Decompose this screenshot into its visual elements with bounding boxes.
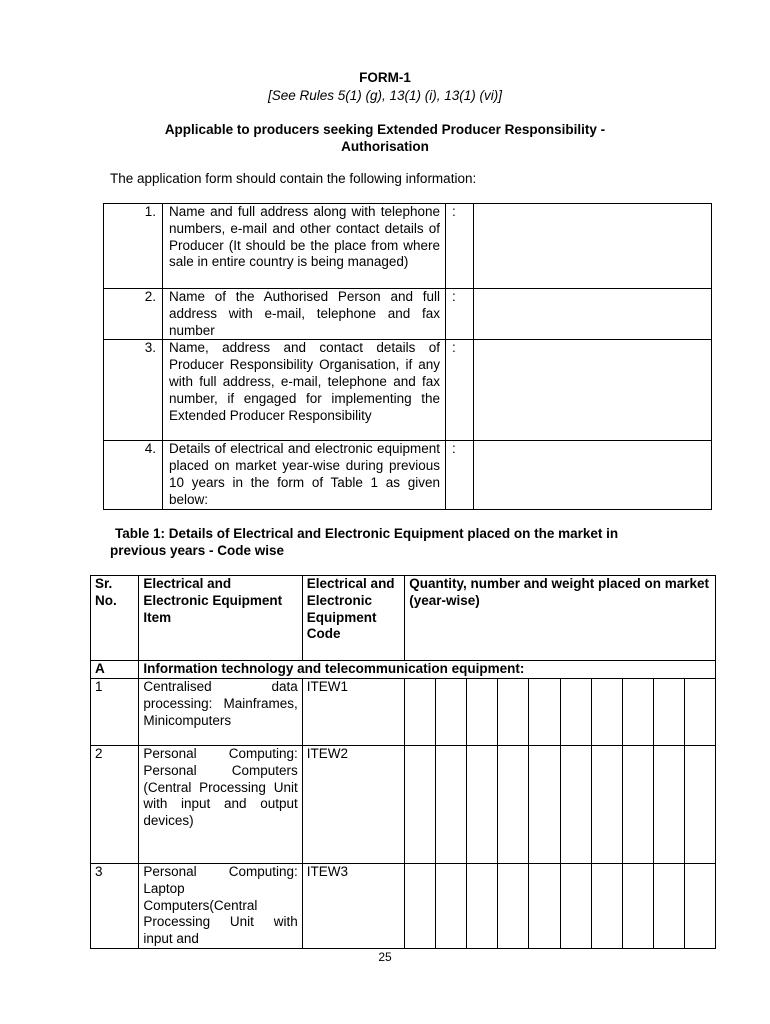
form-heading	[0, 121, 770, 155]
row-equipment-item: Centralised data processing: Mainframes, Minicomputers	[139, 679, 302, 746]
info-row	[104, 289, 712, 340]
quantity-cell[interactable]	[653, 746, 684, 864]
table1-title-line-2: previous years - Code wise	[110, 543, 285, 558]
info-row-colon: :	[446, 441, 474, 509]
table-row	[91, 864, 716, 949]
info-row-text: Name, address and contact details of Producer Responsibility Organisation, if any with full address, e-mail, telephone and fax number, if engaged for implementing the Extended Producer Responsibility	[163, 340, 446, 441]
info-row-colon: :	[446, 204, 474, 289]
quantity-cell[interactable]	[405, 864, 436, 949]
header-sr-no: Sr. No.	[91, 576, 139, 661]
quantity-cell[interactable]	[498, 864, 529, 949]
quantity-cell[interactable]	[591, 746, 622, 864]
quantity-cell[interactable]	[653, 679, 684, 746]
quantity-cell[interactable]	[684, 864, 715, 949]
info-row-text: Name and full address along with telephone numbers, e-mail and other contact details of Producer (It should be the place from where sale in entire country is being managed)	[163, 204, 446, 289]
info-row	[104, 204, 712, 289]
quantity-cell[interactable]	[467, 864, 498, 949]
quantity-cell[interactable]	[622, 864, 653, 949]
info-row-number: 1.	[104, 204, 163, 289]
equipment-table	[90, 575, 716, 949]
info-row-number: 2.	[104, 289, 163, 340]
row-equipment-item: Personal Computing: Laptop Computers(Central Processing Unit with input and	[139, 864, 302, 949]
quantity-cell[interactable]	[560, 679, 591, 746]
quantity-cell[interactable]	[591, 864, 622, 949]
rules-reference: [See Rules 5(1) (g), 13(1) (i), 13(1) (vi)]	[267, 88, 503, 103]
section-row	[91, 661, 716, 679]
info-row-number: 3.	[104, 340, 163, 441]
table-header-row	[91, 576, 716, 661]
quantity-cell[interactable]	[467, 746, 498, 864]
quantity-cell[interactable]	[684, 746, 715, 864]
quantity-cell[interactable]	[560, 864, 591, 949]
quantity-cell[interactable]	[436, 864, 467, 949]
table-row	[91, 679, 716, 746]
table1-title	[110, 525, 710, 559]
quantity-cell[interactable]	[436, 746, 467, 864]
info-row	[104, 340, 712, 441]
info-row-number: 4.	[104, 441, 163, 509]
quantity-cell[interactable]	[591, 679, 622, 746]
info-row-value[interactable]	[474, 289, 712, 340]
quantity-cell[interactable]	[653, 864, 684, 949]
section-label: Information technology and telecommunication equipment:	[139, 661, 716, 679]
quantity-cell[interactable]	[405, 679, 436, 746]
info-row-colon: :	[446, 340, 474, 441]
form-title: FORM-1	[359, 70, 411, 85]
quantity-cell[interactable]	[529, 746, 560, 864]
row-sr-no: 1	[91, 679, 139, 746]
quantity-cell[interactable]	[560, 746, 591, 864]
quantity-cell[interactable]	[405, 746, 436, 864]
quantity-cell[interactable]	[498, 746, 529, 864]
row-equipment-item: Personal Computing: Personal Computers (Central Processing Unit with input and output devices)	[139, 746, 302, 864]
quantity-cell[interactable]	[622, 679, 653, 746]
row-sr-no: 2	[91, 746, 139, 864]
header-quantity: Quantity, number and weight placed on market (year-wise)	[405, 576, 716, 661]
page-number: 25	[378, 950, 392, 964]
quantity-cell[interactable]	[529, 679, 560, 746]
row-sr-no: 3	[91, 864, 139, 949]
info-row-colon: :	[446, 289, 474, 340]
quantity-cell[interactable]	[498, 679, 529, 746]
table-row	[91, 746, 716, 864]
quantity-cell[interactable]	[622, 746, 653, 864]
info-row-value[interactable]	[474, 340, 712, 441]
info-row-text: Name of the Authorised Person and full address with e-mail, telephone and fax number	[163, 289, 446, 340]
info-row	[104, 441, 712, 509]
row-equipment-code: ITEW1	[302, 679, 404, 746]
row-equipment-code: ITEW3	[302, 864, 404, 949]
header-equipment-code: Electrical and Electronic Equipment Code	[302, 576, 404, 661]
header-equipment-item: Electrical and Electronic Equipment Item	[139, 576, 302, 661]
section-id: A	[91, 661, 139, 679]
application-info-table	[103, 203, 712, 510]
heading-line-2: Authorisation	[341, 139, 429, 154]
heading-line-1: Applicable to producers seeking Extended Producer Responsibility -	[164, 122, 606, 137]
info-row-text: Details of electrical and electronic equipment placed on market year-wise during previous 10 years in the form of Table 1 as given below:	[163, 441, 446, 509]
quantity-cell[interactable]	[529, 864, 560, 949]
info-row-value[interactable]	[474, 204, 712, 289]
table1-title-line-1: Table 1: Details of Electrical and Electronic Equipment placed on the market in	[115, 526, 619, 541]
intro-text: The application form should contain the following information:	[110, 171, 477, 186]
quantity-cell[interactable]	[684, 679, 715, 746]
row-equipment-code: ITEW2	[302, 746, 404, 864]
quantity-cell[interactable]	[436, 679, 467, 746]
quantity-cell[interactable]	[467, 679, 498, 746]
info-row-value[interactable]	[474, 441, 712, 509]
